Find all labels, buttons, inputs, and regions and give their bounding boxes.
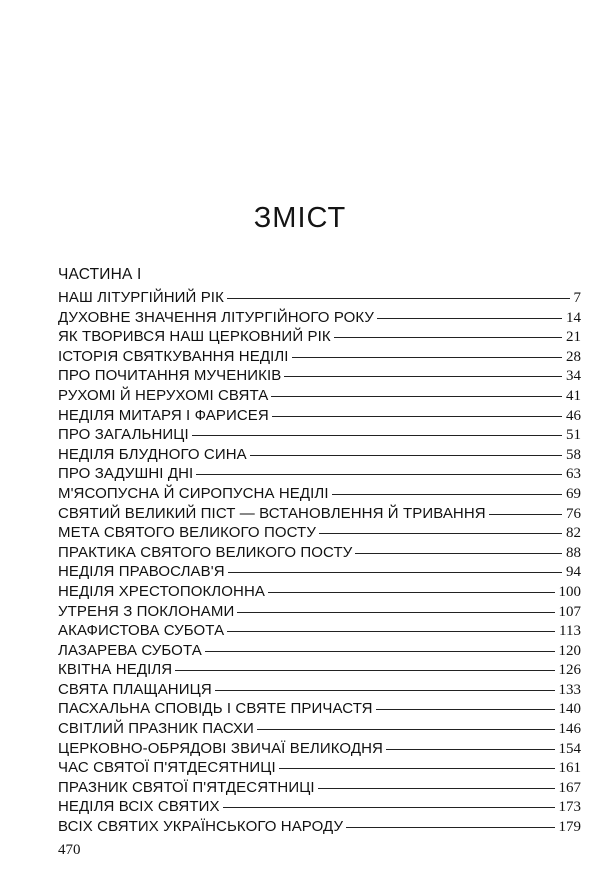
- toc-entry: [58, 699, 581, 719]
- toc-leader-line: [237, 612, 554, 613]
- toc-entry: [58, 406, 581, 426]
- toc-entry-title: МЕТА СВЯТОГО ВЕЛИКОГО ПОСТУ: [58, 524, 316, 542]
- toc-entry-page: 28: [566, 348, 581, 365]
- toc-entry-page: 82: [566, 525, 581, 542]
- toc-entry-title: ЛАЗАРЕВА СУБОТА: [58, 641, 202, 659]
- toc-entry: [58, 797, 581, 817]
- toc-leader-line: [318, 788, 555, 789]
- toc-entry: [58, 523, 581, 543]
- toc-leader-line: [319, 533, 562, 534]
- toc-entry-page: 126: [558, 662, 581, 679]
- toc-entry: [58, 562, 581, 582]
- contents-heading: ЗМІСТ: [253, 202, 347, 234]
- toc-entry-title: НЕДІЛЯ БЛУДНОГО СИНА: [58, 445, 247, 463]
- toc-entry: [58, 778, 581, 798]
- toc-entry-title: СВЯТИЙ ВЕЛИКИЙ ПІСТ — ВСТАНОВЛЕННЯ Й ТРИВАННЯ: [58, 504, 486, 522]
- page-number: 470: [58, 842, 81, 858]
- toc-entry-title: ПАСХАЛЬНА СПОВІДЬ І СВЯТЕ ПРИЧАСТЯ: [58, 700, 373, 718]
- toc-entry-title: ПРО ЗАДУШНІ ДНІ: [58, 465, 194, 483]
- toc-entry: [58, 758, 581, 778]
- toc-entry-title: НЕДІЛЯ ВСІХ СВЯТИХ: [58, 798, 220, 816]
- toc-entry-page: 113: [559, 623, 581, 640]
- part-label: ЧАСТИНА І: [58, 266, 142, 283]
- toc-entry: [58, 504, 581, 524]
- toc-entry-page: 107: [558, 603, 581, 620]
- toc-leader-line: [284, 376, 562, 377]
- toc-leader-line: [175, 670, 554, 671]
- toc-entry-page: 94: [566, 564, 581, 581]
- toc-entry-title: РУХОМІ Й НЕРУХОМІ СВЯТА: [58, 386, 269, 404]
- toc-leader-line: [489, 514, 562, 515]
- toc-entry-title: НЕДІЛЯ ХРЕСТОПОКЛОННА: [58, 582, 265, 600]
- toc-entry: [58, 464, 581, 484]
- toc-leader-line: [377, 318, 562, 319]
- toc-entry: [58, 817, 581, 837]
- toc-entry-title: СВЯТА ПЛАЩАНИЦЯ: [58, 680, 212, 698]
- toc-leader-line: [257, 729, 555, 730]
- toc-entry-page: 179: [558, 819, 581, 836]
- toc-entry: [58, 582, 581, 602]
- toc-entry-title: М'ЯСОПУСНА Й СИРОПУСНА НЕДІЛІ: [58, 484, 329, 502]
- toc-leader-line: [346, 827, 554, 828]
- toc-entry-page: 58: [566, 446, 581, 463]
- toc-entry-page: 173: [558, 799, 581, 816]
- toc-leader-line: [196, 474, 562, 475]
- toc-entry-page: 133: [558, 681, 581, 698]
- toc-leader-line: [228, 572, 562, 573]
- toc-entry-page: 154: [558, 740, 581, 757]
- toc-entry-title: КВІТНА НЕДІЛЯ: [58, 661, 173, 679]
- toc-entry: [58, 308, 581, 328]
- toc-entry: [58, 602, 581, 622]
- toc-entry-title: АКАФИСТОВА СУБОТА: [58, 622, 225, 640]
- toc-leader-line: [386, 749, 555, 750]
- toc-entry-title: НЕДІЛЯ МИТАРЯ І ФАРИСЕЯ: [58, 406, 269, 424]
- toc-entry-page: 88: [566, 544, 581, 561]
- toc-leader-line: [279, 768, 555, 769]
- toc-entry-title: УТРЕНЯ З ПОКЛОНАМИ: [58, 602, 235, 620]
- toc-entry-page: 46: [566, 407, 581, 424]
- toc-entry-page: 100: [558, 583, 581, 600]
- toc-entry-page: 21: [566, 329, 581, 346]
- toc-entry: [58, 660, 581, 680]
- toc-entry: [58, 543, 581, 563]
- toc-entry: [58, 327, 581, 347]
- toc-leader-line: [355, 553, 562, 554]
- toc-leader-line: [192, 435, 562, 436]
- toc-entry-page: 51: [566, 427, 581, 444]
- toc-leader-line: [272, 416, 562, 417]
- toc-entry-title: НЕДІЛЯ ПРАВОСЛАВ'Я: [58, 563, 225, 581]
- toc-leader-line: [271, 396, 562, 397]
- toc-entry: [58, 680, 581, 700]
- toc-entry-page: 34: [566, 368, 581, 385]
- toc-entry-title: ВСІХ СВЯТИХ УКРАЇНСЬКОГО НАРОДУ: [58, 818, 344, 836]
- toc-entry-title: ДУХОВНЕ ЗНАЧЕННЯ ЛІТУРГІЙНОГО РОКУ: [58, 308, 375, 326]
- toc-leader-line: [250, 455, 562, 456]
- toc-entry-title: ЧАС СВЯТОЇ П'ЯТДЕСЯТНИЦІ: [58, 759, 276, 777]
- toc-entry-title: ІСТОРІЯ СВЯТКУВАННЯ НЕДІЛІ: [58, 347, 289, 365]
- toc-entry-title: ЯК ТВОРИВСЯ НАШ ЦЕРКОВНИЙ РІК: [58, 328, 331, 346]
- toc-entry-page: 7: [573, 290, 581, 306]
- toc-entry-page: 63: [566, 466, 581, 483]
- toc-leader-line: [292, 357, 562, 358]
- toc-leader-line: [223, 807, 555, 808]
- toc-entry: [58, 739, 581, 759]
- toc-leader-line: [227, 631, 555, 632]
- toc-entry: [58, 719, 581, 739]
- toc-entry-page: 167: [558, 779, 581, 796]
- toc-entry-page: 146: [558, 721, 581, 738]
- toc-entry-title: ПРАКТИКА СВЯТОГО ВЕЛИКОГО ПОСТУ: [58, 543, 353, 561]
- toc-leader-line: [332, 494, 562, 495]
- toc-entry: [58, 347, 581, 367]
- toc-entry: [58, 621, 581, 641]
- toc-entry-page: 41: [566, 387, 581, 404]
- toc-leader-line: [227, 298, 570, 299]
- toc-entry-title: СВІТЛИЙ ПРАЗНИК ПАСХИ: [58, 720, 254, 738]
- toc-entry-page: 14: [566, 309, 581, 326]
- toc-entry-title: ЦЕРКОВНО-ОБРЯДОВІ ЗВИЧАЇ ВЕЛИКОДНЯ: [58, 739, 383, 757]
- table-of-contents: [58, 288, 581, 837]
- toc-leader-line: [215, 690, 555, 691]
- toc-leader-line: [268, 592, 555, 593]
- toc-entry-page: 140: [558, 701, 581, 718]
- toc-leader-line: [376, 709, 555, 710]
- toc-entry: [58, 445, 581, 465]
- toc-entry-page: 69: [566, 485, 581, 502]
- toc-entry: [58, 386, 581, 406]
- toc-entry: [58, 641, 581, 661]
- toc-entry-title: НАШ ЛІТУРГІЙНИЙ РІК: [58, 289, 224, 306]
- toc-entry-title: ПРО ПОЧИТАННЯ МУЧЕНИКІВ: [58, 367, 282, 385]
- toc-entry-page: 161: [558, 760, 581, 777]
- toc-entry-title: ПРАЗНИК СВЯТОЇ П'ЯТДЕСЯТНИЦІ: [58, 778, 315, 796]
- toc-entry-page: 76: [566, 505, 581, 522]
- toc-entry-title: ПРО ЗАГАЛЬНИЦІ: [58, 426, 189, 444]
- toc-leader-line: [205, 651, 555, 652]
- toc-entry-page: 120: [558, 642, 581, 659]
- toc-entry: [58, 288, 581, 308]
- toc-entry: [58, 425, 581, 445]
- toc-leader-line: [334, 337, 562, 338]
- toc-entry: [58, 484, 581, 504]
- toc-entry: [58, 366, 581, 386]
